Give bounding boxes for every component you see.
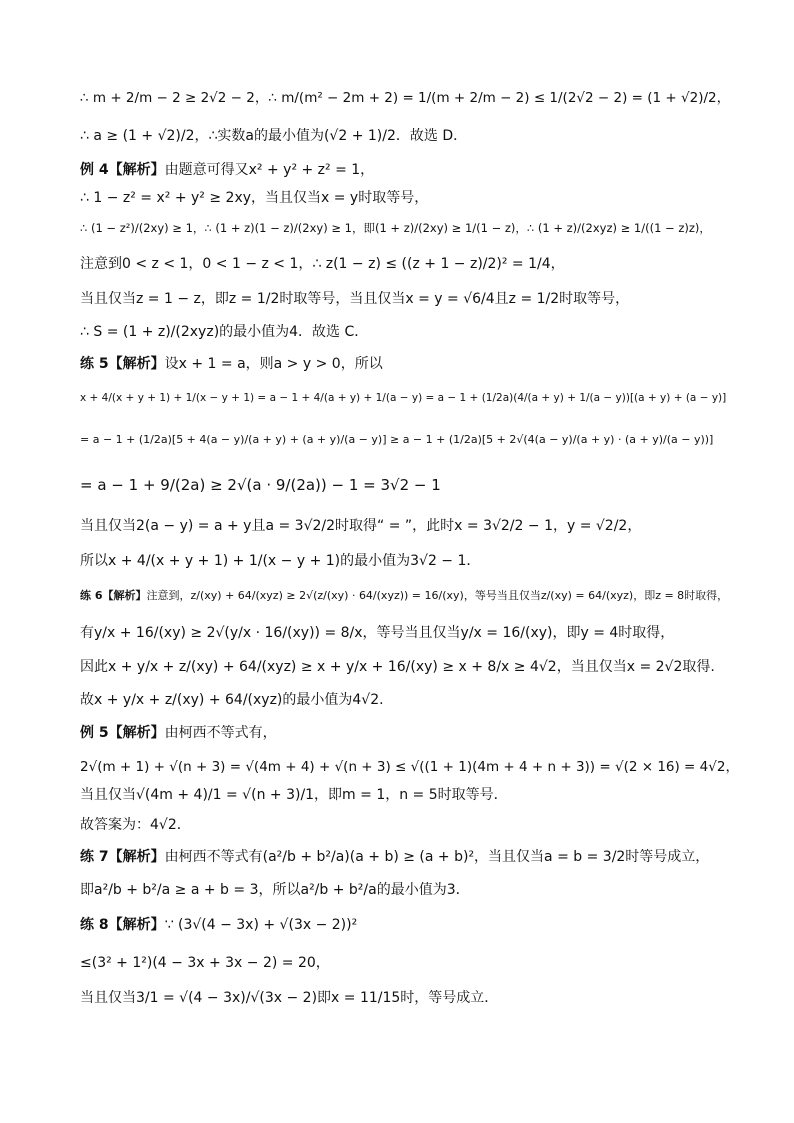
- solution-line-5: ∴ (1 − z²)/(2xy) ≥ 1，∴ (1 + z)(1 − z)/(2xy) ≥ 1，即(1 + z)/(2xy) ≥ 1/(1 − z)，∴ (1 + z)/(2xyz) ≥ 1/((1 − z)z)，: [80, 221, 711, 235]
- solution-line-16: 有y/x + 16/(xy) ≥ 2√(y/x · 16/(xy)) = 8/x，等号当且仅当y/x = 16/(xy)，即y = 4时取得，: [80, 625, 675, 641]
- solution-line-11: = a − 1 + (1/2a)[5 + 4(a − y)/(a + y) + (a + y)/(a − y)] ≥ a − 1 + (1/2a)[5 + 2√(4(a − y)/(a + y) · (a + y)/(a − y))]: [80, 433, 714, 446]
- section-label: 例 5【解析】: [80, 725, 165, 741]
- solution-line-24: 即a²/b + b²/a ≥ a + b = 3，所以a²/b + b²/a的最小值为3．: [80, 882, 470, 898]
- section-label: 练 8【解析】: [80, 917, 165, 933]
- section-label: 练 5【解析】: [80, 356, 165, 372]
- example-5-heading-line: 例 5【解析】由柯西不等式有，: [80, 725, 277, 741]
- practice-8-heading-line: 练 8【解析】∵ (3√(4 − 3x) + √(3x − 2))²: [80, 917, 358, 933]
- practice-7-heading-line: 练 7【解析】由柯西不等式有(a²/b + b²/a)(a + b) ≥ (a + b)²，当且仅当a = b = 3/2时等号成立，: [80, 849, 710, 865]
- solution-line-14: 所以x + 4/(x + y + 1) + 1/(x − y + 1)的最小值为3√2 − 1．: [80, 553, 481, 569]
- solution-line-10: x + 4/(x + y + 1) + 1/(x − y + 1) = a − 1 + 4/(a + y) + 1/(a − y) = a − 1 + (1/2a)(4/(a + y) + 1/(a − y))[(a + y) + (a − y)]: [80, 392, 727, 404]
- solution-line-13: 当且仅当2(a − y) = a + y且a = 3√2/2时取得“ = ”，此时x = 3√2/2 − 1，y = √2/2，: [80, 518, 642, 534]
- solution-line-7: 当且仅当z = 1 − z，即z = 1/2时取等号，当且仅当x = y = √6/4且z = 1/2时取等号，: [80, 291, 630, 307]
- practice-6-heading-line: 练 6【解析】注意到，z/(xy) + 64/(xyz) ≥ 2√(z/(xy) · 64/(xyz)) = 16/(xy)，等号当且仅当z/(xy) = 64/(xyz)，即z = 8时取得，: [80, 589, 729, 602]
- solution-line-12: = a − 1 + 9/(2a) ≥ 2√(a · 9/(2a)) − 1 = 3√2 − 1: [80, 476, 441, 494]
- section-label: 练 7【解析】: [80, 849, 165, 865]
- section-label: 练 6【解析】: [80, 589, 147, 602]
- solution-line-8: ∴ S = (1 + z)/(2xyz)的最小值为4．故选 C．: [80, 324, 369, 340]
- solution-line-22: 故答案为：4√2．: [80, 817, 191, 833]
- solution-line-26: ≤(3² + 1²)(4 − 3x + 3x − 2) = 20，: [80, 955, 330, 971]
- solution-line-27: 当且仅当3/1 = √(4 − 3x)/√(3x − 2)即x = 11/15时，等号成立．: [80, 990, 499, 1006]
- solution-line-6: 注意到0 < z < 1，0 < 1 − z < 1，∴ z(1 − z) ≤ ((z + 1 − z)/2)² = 1/4，: [80, 256, 565, 272]
- solution-line-2: ∴ a ≥ (1 + √2)/2，∴实数a的最小值为(√2 + 1)/2．故选 D．: [80, 128, 468, 144]
- example-4-heading-line: 例 4【解析】由题意可得又x² + y² + z² = 1，: [80, 162, 375, 178]
- solution-line-17: 因此x + y/x + z/(xy) + 64/(xyz) ≥ x + y/x + 16/(xy) ≥ x + 8/x ≥ 4√2，当且仅当x = 2√2取得.: [80, 659, 715, 675]
- practice-5-heading-line: 练 5【解析】设x + 1 = a，则a > y > 0，所以: [80, 356, 383, 372]
- solution-line-18: 故x + y/x + z/(xy) + 64/(xyz)的最小值为4√2.: [80, 692, 384, 708]
- solution-line-4: ∴ 1 − z² = x² + y² ≥ 2xy，当且仅当x = y时取等号，: [80, 190, 429, 206]
- solution-line-1: ∴ m + 2/m − 2 ≥ 2√2 − 2，∴ m/(m² − 2m + 2) = 1/(m + 2/m − 2) ≤ 1/(2√2 − 2) = (1 + √2)/2，: [80, 90, 731, 106]
- solution-line-20: 2√(m + 1) + √(n + 3) = √(4m + 4) + √(n + 3) ≤ √((1 + 1)(4m + 4 + n + 3)) = √(2 × 16) = 4√2，: [80, 759, 739, 775]
- solution-line-21: 当且仅当√(4m + 4)/1 = √(n + 3)/1，即m = 1，n = 5时取等号．: [80, 787, 508, 803]
- section-label: 例 4【解析】: [80, 162, 165, 178]
